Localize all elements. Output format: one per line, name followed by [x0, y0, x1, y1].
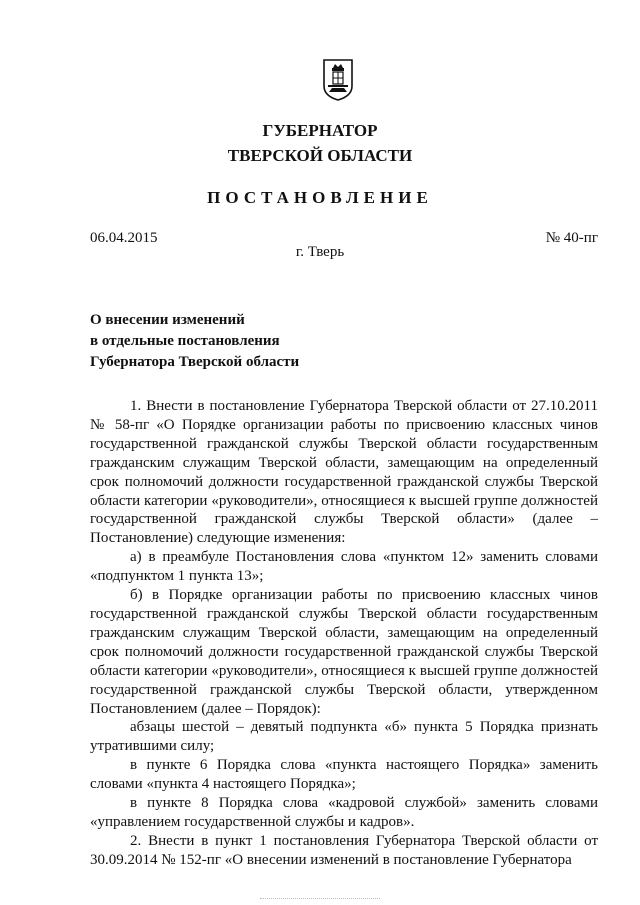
document-date: 06.04.2015	[90, 230, 158, 246]
issuer-title: ГУБЕРНАТОР	[262, 121, 378, 140]
document-subject	[90, 310, 299, 373]
issuer-region: ТВЕРСКОЙ ОБЛАСТИ	[227, 146, 413, 165]
paragraph: а) в преамбуле Постановления слова «пунктом 12» заменить словами «подпунктом 1 пункта 13»;	[90, 549, 598, 585]
paragraph: 1. Внести в постановление Губернатора Тверской области от 27.10.2011 № 58-пг «О Порядке организации работы по присвоению классных чинов государственной гражданской службы Тверской области государственным гражданским служащим Тверской области, замещающим на определенный срок полномочий должности государственной гражданской службы Тверской области категории «руководители», относящиеся к высшей группе должностей государственной гражданской службы Тверской области» (далее – Постановление) следующие изменения:	[90, 398, 598, 547]
tver-coat-of-arms-icon	[322, 58, 354, 102]
document-city: г. Тверь	[295, 244, 345, 260]
paragraph: в пункте 6 Порядка слова «пункта настоящего Порядка» заменить словами «пункта 4 настоящего Порядка»;	[90, 757, 598, 793]
paragraph: б) в Порядке организации работы по присвоению классных чинов государственной гражданской службы Тверской области государственным гражданским служащим Тверской области, замещающим на определенный срок полномочий должности государственной гражданской службы Тверской области категории «руководители», относящиеся к высшей группе должностей государственной гражданской службы Тверской области, утвержденном Постановлением (далее – Порядок):	[90, 587, 598, 717]
paragraph: 2. Внести в пункт 1 постановления Губернатора Тверской области от 30.09.2014 № 152-пг «О внесении изменений в постановление Губернатора	[90, 832, 598, 868]
paragraph: в пункте 8 Порядка слова «кадровой службой» заменить словами «управлением государственной службы и кадров».	[90, 795, 598, 830]
document-body	[90, 397, 598, 870]
subject-line: О внесении изменений	[90, 312, 245, 328]
subject-line: в отдельные постановления	[90, 333, 280, 349]
document-type: ПОСТАНОВЛЕНИЕ	[207, 188, 433, 207]
subject-line: Губернатора Тверской области	[90, 354, 300, 370]
document-number: № 40-пг	[545, 230, 598, 246]
paragraph: абзацы шестой – девятый подпункта «б» пункта 5 Порядка признать утратившими силу;	[90, 719, 598, 755]
page-bottom-divider	[260, 898, 380, 901]
